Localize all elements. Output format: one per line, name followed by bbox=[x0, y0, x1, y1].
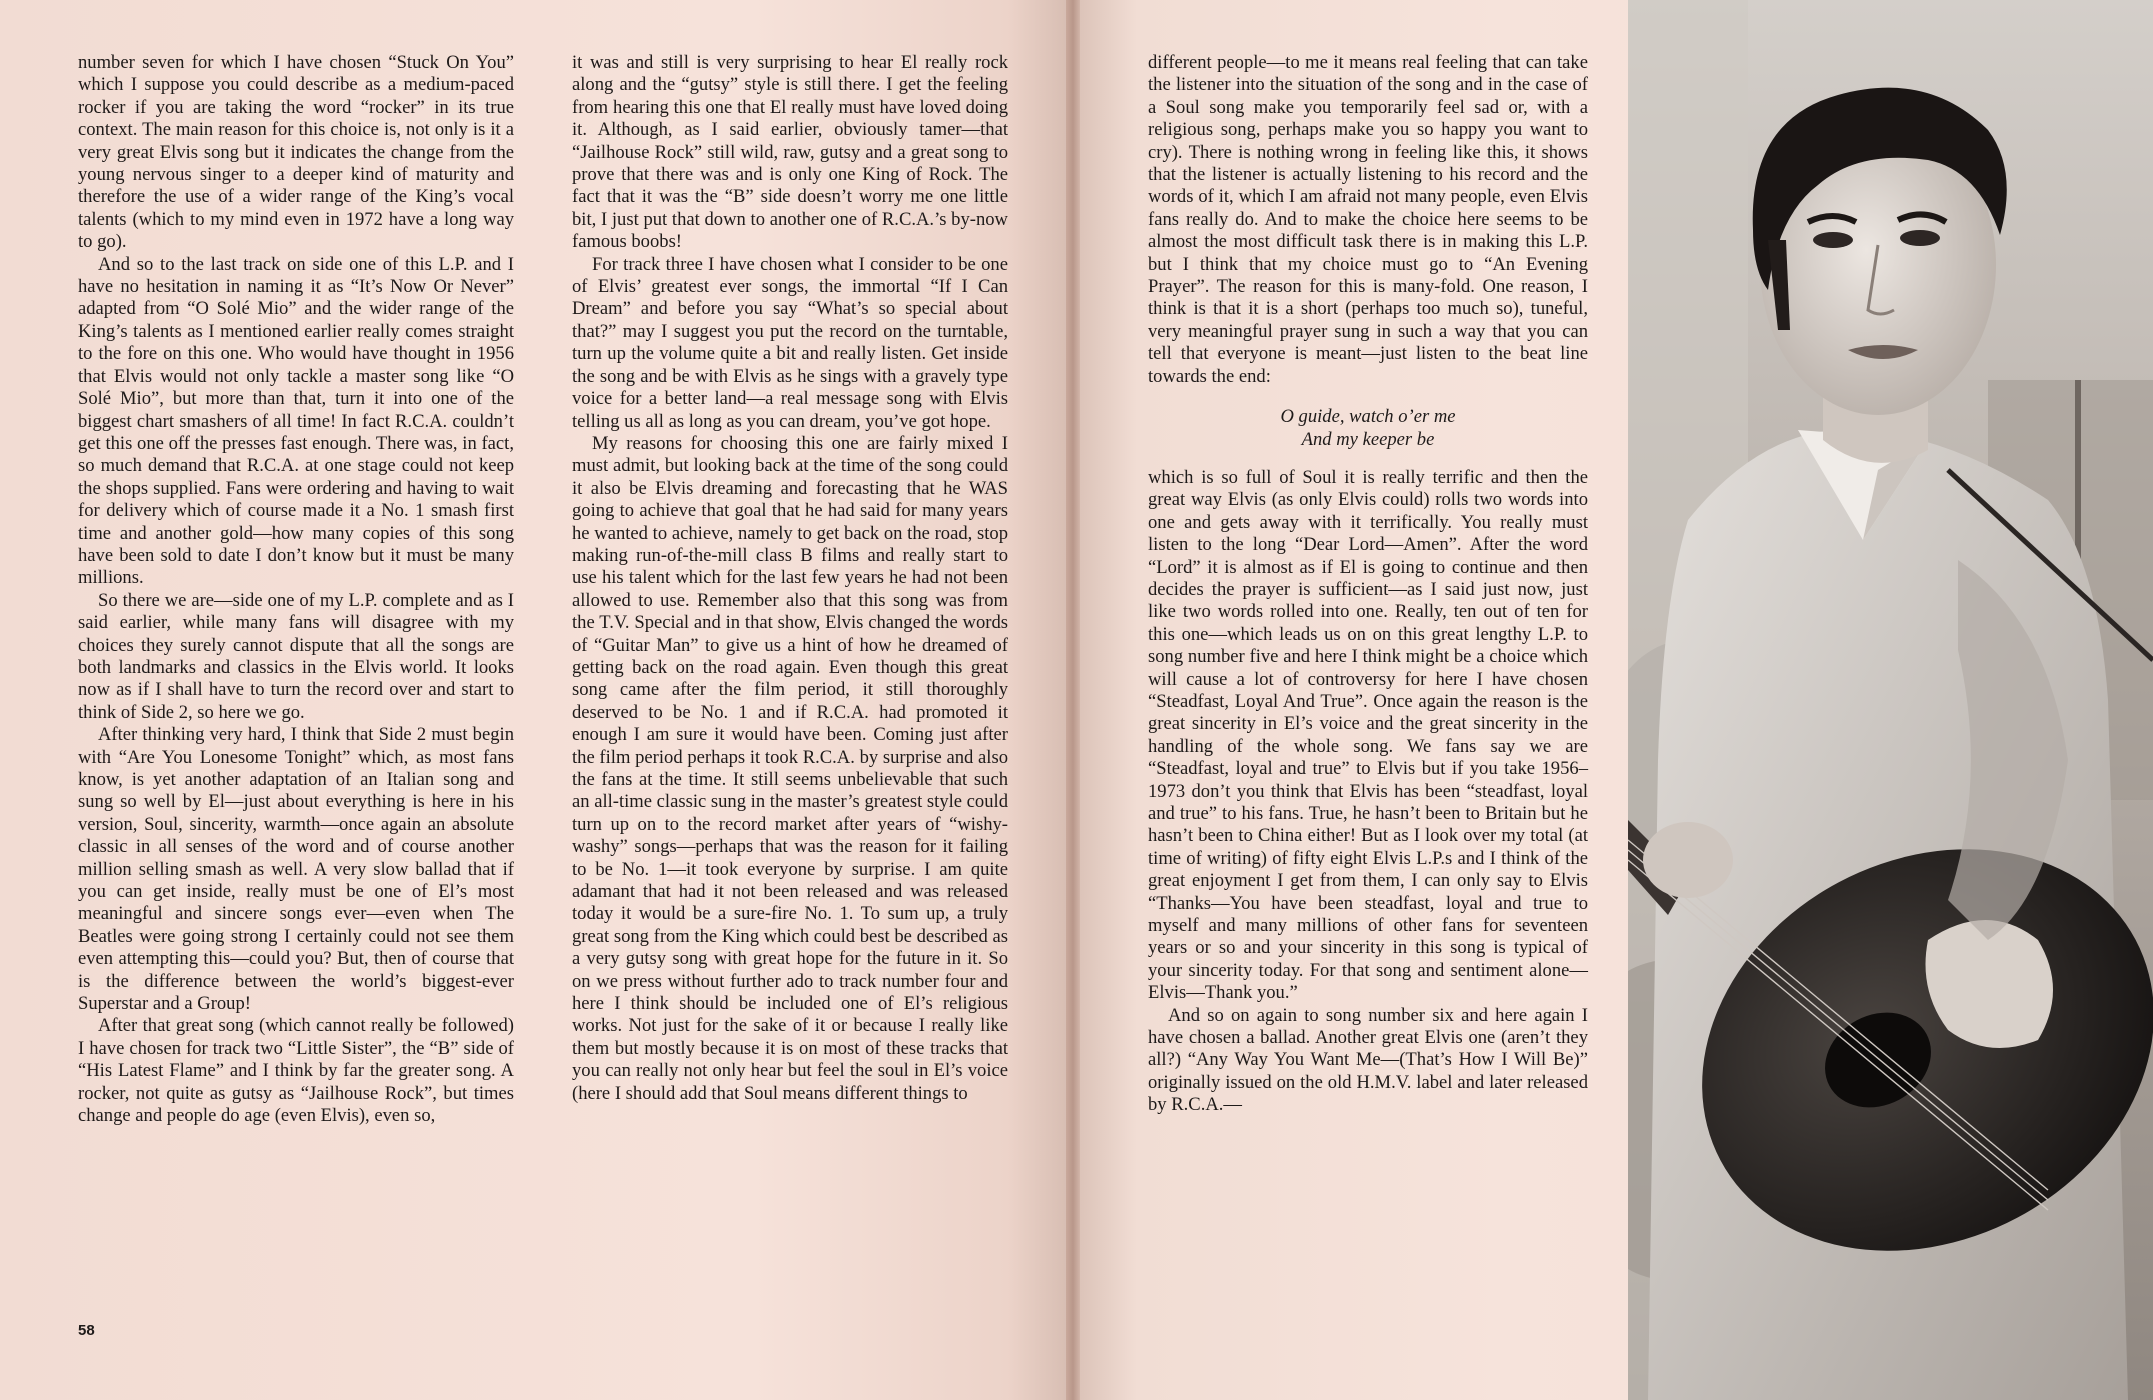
text-column-3 bbox=[1148, 52, 1588, 1117]
text-column-1 bbox=[78, 52, 514, 1128]
paragraph: After thinking very hard, I think that Side 2 must begin with “Are You Lonesome Tonight” which, as most fans know, is yet another adaptation of an Italian song and sung so well by El—just about everything is here in his version, Soul, sincerity, warmth—once again an absolute classic in all senses of the word and of course another million selling smash as well. A very slow ballad that if you can get inside, really must be one of El’s most meaningful and sincere songs ever—even when The Beatles were going strong I certainly could not see them even attempting this—could you? But, then of course that is the difference between the world’s biggest-ever Superstar and a Group! bbox=[78, 724, 514, 1015]
paragraph: My reasons for choosing this one are fairly mixed I must admit, but looking back at the time of the song could it also be Elvis dreaming and forecasting that he WAS going to achieve that goal that he had said for many years he wanted to achieve, namely to get back on the road, stop making run-of-the-mill class B films and really start to use his talent which for the last few years he had not been allowed to use. Remember also that this song was from the T.V. Special and in that show, Elvis changed the words of “Guitar Man” to give us a hint of how he dreamed of getting back on the road again. Even though this great song came after the film period, it still thoroughly deserved to be No. 1 and if R.C.A. had promoted it enough I am sure it would have been. Coming just after the film period perhaps it took R.C.A. by surprise and also the fans at the time. It still seems unbelievable that such an all-time classic sung in the master’s greatest style could turn up on to the record market after years of “wishy-washy” songs—perhaps that was the reason for it failing to be No. 1—it took everyone by surprise. I am quite adamant that had it not been released and was released today it would be a sure-fire No. 1. To sum up, a truly great song from the King which could best be described as a very gutsy song with great hope for the future in it. So on we press without further ado to track number four and here I think should be included one of El’s religious works. Not just for the sake of it or because I really like them but mostly because it is on most of these tracks that you can really not only hear but feel the soul in El’s voice (here I should add that Soul means different things to bbox=[572, 432, 1008, 1104]
paragraph: And so on again to song number six and here again I have chosen a ballad. Another great Elvis one (aren’t they all?) “Any Way You Want Me—(That’s How I Will Be)” originally issued on the old H.M.V. label and later released by R.C.A.— bbox=[1148, 1004, 1588, 1116]
text-column-2 bbox=[572, 52, 1008, 1105]
page-gutter bbox=[1066, 0, 1080, 1400]
paragraph: For track three I have chosen what I consider to be one of Elvis’ greatest ever songs, the immortal “If I Can Dream” and before you say “What’s so special about that?” may I suggest you put the record on the turntable, turn up the volume quite a bit and really listen. Get inside the song and be with Elvis as he sings with a gravely type voice for a better land—a real message song with Elvis telling us all as long as you can dream, you’ve got hope. bbox=[572, 253, 1008, 432]
photo-illustration bbox=[1628, 0, 2153, 1400]
verse-line: O guide, watch o’er me bbox=[1280, 406, 1456, 428]
verse-quote bbox=[1148, 406, 1588, 451]
verse-line: And my keeper be bbox=[1301, 428, 1435, 450]
paragraph: So there we are—side one of my L.P. complete and as I said earlier, while many fans will disagree with my choices they surely cannot dispute that all the songs are both landmarks and classics in the Elvis world. It looks now as if I shall have to turn the record over and start to think of Side 2, so here we go. bbox=[78, 589, 514, 723]
paragraph: different people—to me it means real feeling that can take the listener into the situation of the song and in the case of a Soul song make you temporarily feel sad or, with a religious song, perhaps make you so happy you want to cry). There is nothing wrong in feeling like this, it shows that the listener is actually listening to his record and the words of it, which I am afraid not many people, even Elvis fans really do. And to make the choice here seems to be almost the most difficult task there is in making this L.P. but I think that my choice must go to “An Evening Prayer”. The reason for this is many-fold. One reason, I think is that it is a short (perhaps too much so), tuneful, very meaningful prayer sung in such a way that you can tell that everyone is meant—just listen to the beat line towards the end: bbox=[1148, 52, 1588, 387]
page-number: 58 bbox=[78, 1322, 95, 1339]
paragraph: it was and still is very surprising to hear El really rock along and the “gutsy” style is still there. I get the feeling from hearing this one that El really must have loved doing it. Although, as I said earlier, obviously tamer—that “Jailhouse Rock” still wild, raw, gutsy and a great song to prove that there was and is only one King of Rock. The fact that it was the “B” side doesn’t worry me one little bit, I just put that down to another one of R.C.A.’s by-now famous boobs! bbox=[572, 52, 1008, 253]
paragraph: After that great song (which cannot really be followed) I have chosen for track two “Little Sister”, the “B” side of “His Latest Flame” and I think by far the greater song. A rocker, not quite as gutsy as “Jailhouse Rock”, but times change and people do age (even Elvis), even so, bbox=[78, 1015, 514, 1127]
paragraph: And so to the last track on side one of this L.P. and I have no hesitation in naming it as “It’s Now Or Never” adapted from “O Solé Mio” and the wider range of the King’s talents as I mentioned earlier really comes straight to the fore on this one. Who would have thought in 1956 that Elvis would not only tackle a master song like “O Solé Mio”, but more than that, turn it into one of the biggest chart smashers of all time! In fact R.C.A. couldn’t get this one off the presses fast enough. There was, in fact, so much demand that R.C.A. at one stage could not keep the shops supplied. Fans were ordering and having to wait for delivery which of course made it a No. 1 smash first time and another gold—how many copies of this song have been sold to date I don’t know but it must be many millions. bbox=[78, 253, 514, 589]
paragraph: which is so full of Soul it is really terrific and then the great way Elvis (as only Elvis could) rolls two words into one and gets away with it terrifically. You really must listen to the long “Dear Lord—Amen”. After the word “Lord” it is almost as if El is going to continue and then decides the prayer is sufficient—as I said just now, just like two words rolled into one. Really, ten out of ten for this one—which leads us on on this great lengthy L.P. to song number five and here I think might be a choice which will cause a lot of controversy for here I have chosen “Steadfast, Loyal And True”. Once again the reason is the great sincerity in El’s voice and the great sincerity in the handling of the whole song. We fans say we are “Steadfast, loyal and true” to Elvis but if you take 1956–1973 don’t you think that Elvis has been “steadfast, loyal and true” to his fans. True, he hasn’t been to Britain but he hasn’t been to China either! But as I look over my total (at time of writing) of fifty eight Elvis L.P.s and I think of the great enjoyment I get from them, I can only say to Elvis “Thanks—You have been steadfast, loyal and true to myself and many millions of other fans for seventeen years or so and your sincerity in this song is typical of your sincerity today. For that song and sentiment alone—Elvis—Thank you.” bbox=[1148, 466, 1588, 1004]
paragraph: number seven for which I have chosen “Stuck On You” which I suppose you could describe as a medium-paced rocker if you are taking the word “rocker” in its true context. The main reason for this choice is, not only is it a very great Elvis song but it indicates the change from the young nervous singer to a deeper kind of maturity and therefore the use of a wider range of the King’s vocal talents (which to my mind even in 1972 have a long way to go). bbox=[78, 52, 514, 253]
elvis-guitar-photo bbox=[1628, 0, 2153, 1400]
